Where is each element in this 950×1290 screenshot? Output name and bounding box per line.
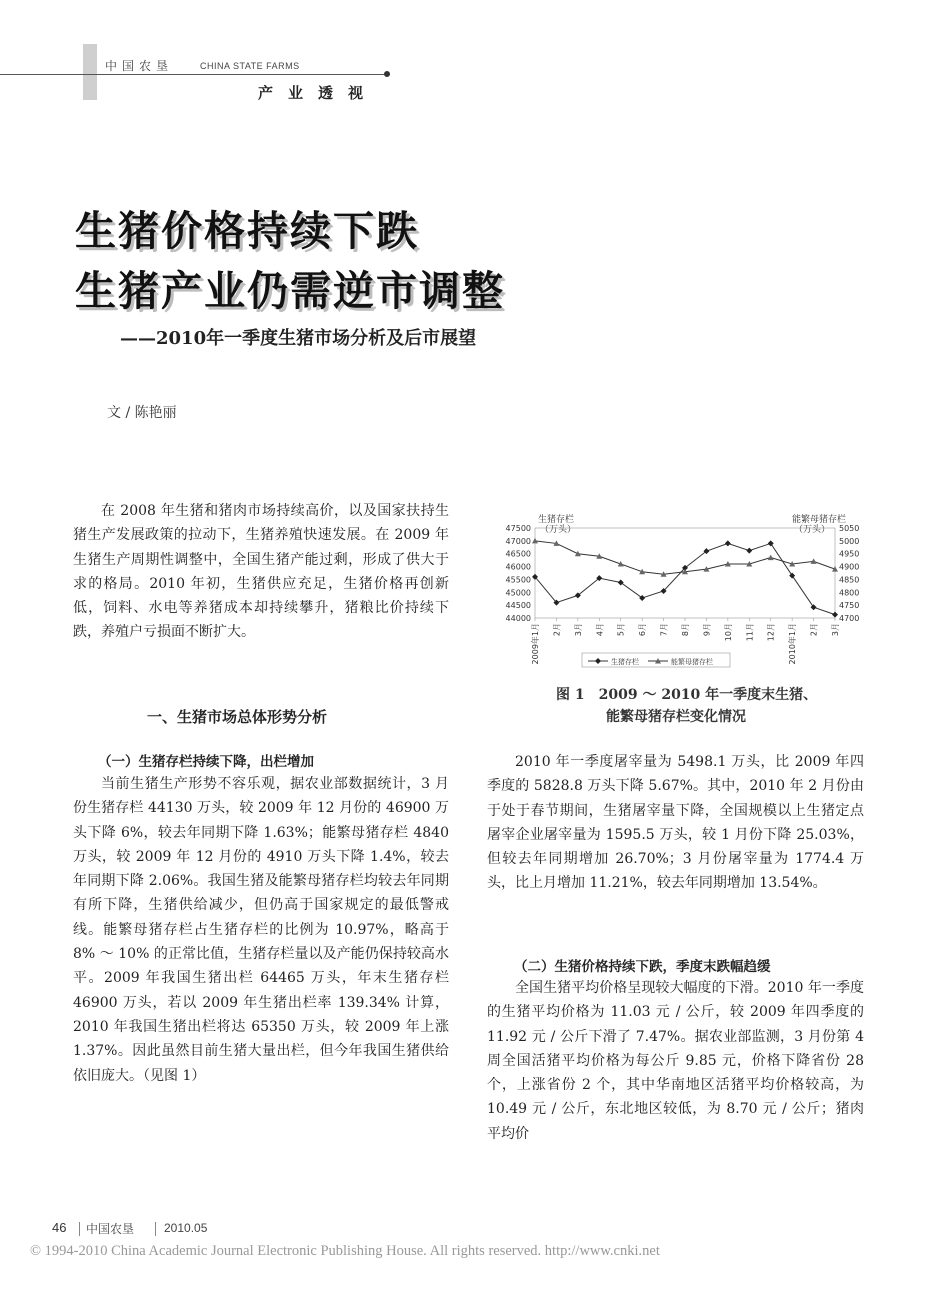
data-point-stock (832, 612, 838, 618)
article-author: 文 / 陈艳丽 (107, 405, 177, 421)
header-magazine-name: 中国农垦 (105, 59, 174, 73)
data-point-stock (725, 540, 731, 546)
legend-label-stock: 生猪存栏 (611, 658, 639, 666)
subsection-1-paragraph: 当前生猪生产形势不容乐观，据农业部数据统计，3 月份生猪存栏 44130 万头，较 2009 年 12 月份的 46900 万头下降 6%，较去年同期下降 1.63%；能繁母猪存栏 4840 万头，较 2009 年 12 月份的 4910 万头下降 1.4%，较去年同期下降 2.06%。我国生猪及能繁母猪存栏均较去年同期有所下降，生猪供给减少，但仍高于国家规定的最低警戒线。能繁母猪存栏占生猪存栏的比例为 10.97%，略高于 8% ～ 10% 的正常比值，生猪存栏量以及产能仍保持较高水平。2009 年我国生猪出栏 64465 万头，年末生猪存栏 46900 万头，若以 2009 年生猪出栏率 139.34% 计算，2010 年我国生猪出栏将达 65350 万头，较 2009 年上涨 1.37%。因此虽然目前生猪大量出栏，但今年我国生猪供给依旧庞大。（见图 1） (73, 776, 449, 1084)
x-tick-label: 2009年1月 (531, 623, 540, 665)
figure-caption (556, 684, 817, 728)
subsection-heading-1: （一）生猪存栏持续下降，出栏增加 (98, 754, 314, 770)
x-tick-label: 3月 (831, 623, 840, 637)
x-tick-label: 2010年1月 (788, 623, 798, 665)
legend-marker-stock (595, 658, 601, 664)
header-rule-dot (384, 71, 390, 77)
article-subtitle: ——2010年一季度生猪市场分析及后市展望 (120, 328, 477, 349)
right-tick-label: 4700 (839, 614, 860, 623)
subsection-2-body-block (487, 976, 864, 1146)
copyright-notice: © 1994-2010 China Academic Journal Electronic Publishing House. All rights reserved. http://www.cnki.net (30, 1243, 660, 1259)
left-tick-label: 46500 (505, 549, 531, 559)
data-point-stock (746, 548, 752, 554)
x-tick-label: 7月 (659, 623, 669, 637)
intro-paragraph: 在 2008 年生猪和猪肉市场持续高价，以及国家扶持生猪生产发展政策的拉动下，生猪养殖快速发展。在 2009 年生猪生产周期性调整中，全国生猪产能过剩，形成了供大于求的格局。2010 年初，生猪供应充足，生猪价格再创新低，饲料、水电等养猪成本却持续攀升，猪粮比价持续下跌，养殖户亏损面不断扩大。 (73, 503, 449, 641)
right-axis-unit: （万头） (794, 525, 831, 535)
x-tick-label: 8月 (681, 623, 690, 637)
right-tick-label: 4950 (839, 549, 860, 559)
footer-separator (79, 1222, 80, 1236)
x-tick-label: 9月 (702, 623, 712, 637)
slaughter-paragraph: 2010 年一季度屠宰量为 5498.1 万头，比 2009 年四季度的 5828.8 万头下降 5.67%。其中，2010 年 2 月份由于处于春节期间，生猪屠宰量下降，全国规模以上生猪定点屠宰企业屠宰量为 1595.5 万头，较 1 月份下降 25.03%，但较去年同期增加 26.70%；3 月份屠宰量为 1774.4 万头，比上月增加 11.21%，较去年同期增加 13.54%。 (487, 754, 864, 892)
x-tick-label: 2月 (809, 623, 819, 637)
right-paragraph-block (487, 750, 864, 896)
subsection-1-body-block (73, 772, 449, 1088)
header-rule (0, 74, 390, 75)
left-tick-label: 47000 (505, 536, 531, 546)
left-tick-label: 47500 (505, 524, 531, 533)
right-tick-label: 4800 (839, 588, 860, 598)
intro-paragraph-block (73, 499, 449, 645)
data-point-stock (789, 573, 795, 579)
x-tick-label: 11月 (745, 623, 755, 642)
page-number: 46 (52, 1220, 67, 1235)
figure-caption-line2: 能繁母猪存栏变化情况 (606, 709, 746, 725)
right-tick-label: 4900 (839, 562, 860, 572)
right-tick-label: 4850 (839, 575, 860, 585)
left-axis-unit: （万头） (540, 525, 577, 535)
stock-line-chart (490, 508, 870, 676)
right-tick-label: 4750 (839, 601, 860, 611)
x-tick-label: 10月 (723, 623, 733, 642)
left-tick-label: 45500 (505, 575, 531, 585)
subsection-2-paragraph: 全国生猪平均价格呈现较大幅度的下滑。2010 年一季度的生猪平均价格为 11.03 元 / 公斤，较 2009 年四季度的 11.92 元 / 公斤下滑了 7.47%。据农业部监测，3 月份第 4 周全国活猪平均价格为每公斤 9.85 元，价格下降省份 28 个，上涨省份 2 个，其中华南地区活猪平均价格较高，为 10.49 元 / 公斤，东北地区较低，为 8.70 元 / 公斤；猪肉平均价 (487, 980, 864, 1142)
footer-magazine: 中国农垦 (86, 1222, 135, 1236)
left-tick-label: 45000 (505, 588, 531, 598)
x-tick-label: 5月 (616, 623, 626, 637)
x-tick-label: 12月 (766, 623, 776, 642)
data-point-stock (811, 604, 817, 610)
article-title-line2: 生猪产业仍需逆市调整 (75, 267, 505, 315)
data-point-stock (768, 540, 774, 546)
chart-legend (582, 653, 730, 667)
footer-separator (155, 1222, 156, 1236)
x-tick-label: 6月 (638, 623, 648, 637)
right-tick-label: 5050 (839, 524, 860, 533)
left-tick-label: 46000 (505, 562, 531, 572)
chart-series (532, 538, 838, 618)
x-tick-label: 3月 (573, 623, 583, 637)
header-accent-bar (83, 44, 97, 100)
right-tick-label: 5000 (839, 536, 860, 546)
footer-issue: 2010.05 (164, 1221, 208, 1235)
article-title-line1: 生猪价格持续下跌 (75, 207, 419, 255)
right-axis-label: 能繁母猪存栏 (792, 515, 847, 525)
figure-caption-line1: 图 1 2009 ～ 2010 年一季度末生猪、 (556, 687, 818, 703)
section-heading: 一、生猪市场总体形势分析 (147, 708, 328, 726)
header-magazine-name-en: CHINA STATE FARMS (200, 61, 300, 71)
x-tick-label: 2月 (552, 623, 562, 637)
legend-label-sow: 能繁母猪存栏 (671, 658, 713, 666)
subsection-heading-2: （二）生猪价格持续下跌，季度末跌幅趋缓 (514, 959, 771, 975)
left-axis-label: 生猪存栏 (538, 515, 575, 525)
header-section-name: 产业透视 (258, 84, 379, 102)
left-tick-label: 44500 (505, 601, 531, 611)
data-point-sow (768, 555, 774, 561)
left-tick-label: 44000 (505, 614, 531, 623)
x-tick-label: 4月 (595, 623, 605, 637)
